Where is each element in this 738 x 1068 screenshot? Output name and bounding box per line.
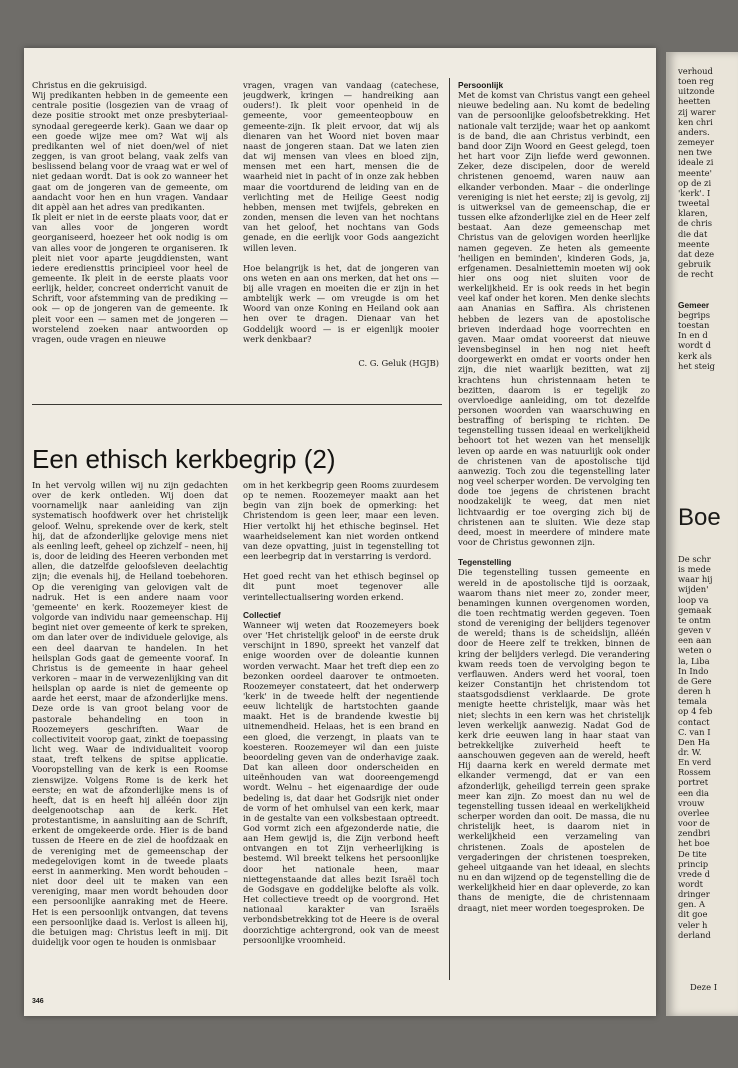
next-page-line: la, Liba bbox=[678, 655, 710, 666]
next-page-line: waar hij bbox=[678, 574, 713, 585]
next-page-line: En verd bbox=[678, 757, 712, 768]
next-page-line: zij warer bbox=[678, 106, 716, 117]
next-page-line: overlee bbox=[678, 807, 710, 818]
next-page-line: die dat bbox=[678, 228, 708, 239]
next-page-line: een aan bbox=[678, 635, 712, 646]
magazine-page bbox=[24, 48, 656, 1016]
next-page-line: In Indo bbox=[678, 665, 709, 676]
top-article-paragraph: vragen, vragen van vandaag (catechese, jeugdwerk, kringen — handreiking aan ouders!). Ik pleit voor openheid in de gemeente, voor gemeenteopbouw en gemeente-zijn. Ik pleit ervoor, dat wij als dienaren van het Woord niet boven maar naast de jongeren staan. Dat we laten zien dat wij mensen van vlees en bloed zijn, mensen met een hart, mensen die de waarheid niet in pacht of in onze zak hebben maar die voortdurend de leiding van en de verlichting met de Heilige Geest nodig hebben, mensen met twijfels, gebreken en zonden, mensen die leven van het nochtans van het geloof, het nochtans van Gods genade, en die eerlijk voor Gods aangezicht willen leven. bbox=[243, 80, 439, 253]
next-page-line: wordt d bbox=[678, 340, 711, 351]
next-page-line: De schr bbox=[678, 554, 711, 564]
next-page-line: vrouw bbox=[678, 797, 705, 808]
next-page-line: derland bbox=[678, 929, 711, 940]
next-page-line: heetten bbox=[678, 96, 711, 107]
next-page-line: kerk als bbox=[678, 350, 712, 361]
next-page-text-mid bbox=[678, 310, 715, 371]
article-col-2 bbox=[243, 480, 439, 980]
section-heading-persoonlijk: Persoonlijk bbox=[458, 80, 504, 90]
next-page-line: Rossem bbox=[678, 767, 711, 778]
next-page-line: toestan bbox=[678, 320, 710, 331]
next-page-line: het steig bbox=[678, 360, 716, 371]
next-page-line: verhoud bbox=[678, 66, 713, 76]
next-page-line: toen reg bbox=[678, 76, 714, 87]
next-page-line: nen twe bbox=[678, 147, 712, 158]
next-page-line: veler h bbox=[678, 919, 708, 930]
next-page-line: geven v bbox=[678, 625, 711, 636]
article-paragraph: Het goed recht van het ethisch beginsel op dit punt moet tegenover alle verintellectualisering worden erkend. bbox=[243, 571, 439, 602]
next-page-heading: Gemeer bbox=[678, 300, 710, 310]
next-page-line: weten o bbox=[678, 645, 712, 656]
next-page-line: ken chri bbox=[678, 116, 713, 127]
next-page-line: klaren, bbox=[678, 208, 708, 219]
next-page-line: te ontm bbox=[678, 614, 711, 625]
next-page-line: C. van I bbox=[678, 726, 711, 737]
article-paragraph: Met de komst van Christus vangt een geheel nieuwe bedeling aan. Nu komt de bedeling van de persoonlijke geloofsbetrekking. Het nationale valt terzijde; waar het op aankomt is de band, die aan Christus verbindt, een band door Zijn Woord en Geest gelegd, toen het hart voor Zijn liefde werd gewonnen. Zeker, deze discipelen, door de wereld christenen genoemd, waren nauw aan elkander verbonden. Maar – die onderlinge vereniging is niet het eerste; zij is gevolg, zij is uitwerksel van de gemeenschap, die er tussen elke afzonderlijke ziel en de Heer zelf bestaat. Aan deze gemeenschap met Christus van de gelovigen worden heerlijke namen gegeven. Ze heten als gemeente 'heiligen en beminden', kinderen Gods, ja, erfgenamen. Desalniettemin moeten wij ook hier ons oog niet sluiten voor de werkelijkheid. Er is ook reeds in het begin veel kaf onder het koren. Men denke slechts aan Ananias en Saffira. Als christenen hebben de lezers van de apostolische brieven inderdaad hoge voorrechten en gaven. Maar omdat vooreerst dat nieuwe levensbeginsel in hen nog niet heeft doorgewerkt en omdat er voorts onder hen zijn, die niet waarlijk bezitten, wat zij krachtens hun christennaam heten te bezitten, daarom is er tegelijk zo overvloedige aanleiding, om tot dezelfde personen woorden van waarschuwing en bestraffing of berisping te richten. De tegenstelling tussen ideaal en werkelijkheid behoort tot het wezen van het menselijk leven op aarde en was natuurlijk ook onder de christenen van de apostolische tijd aanwezig. Toch zou die tegenstelling later nog veel scherper worden. De vervolging ten dode toe jegens de christenen bracht noodzakelijk te weeg, dat men niet lichtvaardig er toe overging zich bij de christenen aan te sluiten. Wie deze stap deed, moest in meerdere of mindere mate voor de Christus gewonnen zijn. bbox=[458, 90, 650, 548]
next-page-line: zendbri bbox=[678, 828, 711, 839]
next-page-line: loop va bbox=[678, 594, 709, 605]
next-page-line: De tite bbox=[678, 848, 707, 859]
next-page-line: dr. W. bbox=[678, 746, 702, 757]
top-article-col-1 bbox=[32, 80, 228, 396]
top-article-rule bbox=[32, 404, 442, 405]
next-page-line: anders. bbox=[678, 126, 710, 137]
next-page-line: princip bbox=[678, 858, 709, 869]
next-page-line: ideale zi bbox=[678, 157, 714, 168]
next-page-footer: Deze I bbox=[690, 982, 718, 992]
next-page-line: voor de bbox=[678, 818, 710, 829]
next-page-line: uitzonde bbox=[678, 86, 715, 97]
next-page-line: op 4 feb bbox=[678, 706, 713, 717]
top-article-col-2 bbox=[243, 80, 439, 396]
article-paragraph: In het vervolg willen wij nu zijn gedachten over de kerk ontleden. Wij doen dat voornamelijk naar aanleiding van zijn systematisch hoofdwerk over het christelijk geloof. Welnu, sprekende over de kerk, stelt hij, dat de afzonderlijke gelovige mens niet als eenling leeft, geheel op zichzelf – neen, hij is, door de leiding des Heeren verbonden met allen, die datzelfde geloofsleven deelachtig zijn; die evenals hij, de Heiland toebehoren. Op die vereniging van gelovigen valt de nadruk. Het is een andere naam voor 'gemeente' en kerk. Roozemeyer kiest de volgorde van individu naar gemeenschap. Hij begint niet over gemeente of kerk te spreken, om dan later over de individuele gelovige, als een deel daarvan te handelen. In het heilsplan Gods gaat de gemeente vooraf. In Christus is de gemeente in haar geheel verkoren – maar in de verwezenlijking van dit heilsplan op aarde is niet de gemeente op aarde het eerst, maar de afzonderlijke mens. Deze orde is van groot belang voor de pastorale behandeling en toon in Roozemeyers geschriften. Waar de collectiviteit voorop gaat, zinkt de toepassing licht weg. Waar de individualiteit voorop staat, treft telkens de spitse applicatie. Vooropstelling van de kerk is een Roomse zienswijze. Volgens Rome is de kerk het eerste; en wat de afzonderlijke mens is of heeft, dat is en heeft hij alléén door zijn deelgenootschap aan de kerk. Het protestantisme, in aansluiting aan de Schrift, erkent de omgekeerde orde. Hier is de band tussen de Heere en de ziel de hoofdzaak en de vereniging met de gemeenschap der medegelovigen komt in de tweede plaats eerst in aanmerking. Men wordt behouden – niet door deel uit te maken van een vereniging, maar men wordt behouden door een persoonlijke aanraking met de Heere. Het is een persoonlijk ontvangen, dat tevens een persoonlijke daad is. Verlost is alleen hij, die betuigen mag: Christus leeft in mij. Dit duidelijk voor ogen te houden is onmisbaar bbox=[32, 480, 228, 948]
next-page-text-bottom bbox=[678, 554, 713, 940]
article-paragraph: Die tegenstelling tussen gemeente en wereld in de apostolische tijd is oorzaak, waarom thans niet meer zo, zonder meer, benamingen kunnen overgenomen worden, die toen rechtmatig werden gegeven. Toen stond de vereniging der belijders tegenover de wereld; thans is de scheidslijn, alléén door de Heere zelf te trekken, binnen de kring der belijders verlegd. Die verandering kwam reeds toen de vervolging begon te verflauwen. Anders werd het vooral, toen keizer Constantijn het christendom tot staatsgodsdienst verklaarde. De grote menigte heette christelijk, maar wàs het niet; slechts in een kern was het christelijk leven werkelijk aanwezig. Nadat God de kerk drie eeuwen lang in haar staat van betrekkelijke zuiverheid heeft te aanschouwen gegeven aan de wereld, heeft Hij daarna kerk en wereld dermate met elkander vermengd, dat er van een afzonderlijk, geheiligd terrein geen sprake meer kan zijn. Zo moest dan nu wel de tegenstelling tussen ideaal en werkelijkheid scherper worden dan ooit. De massa, die nu christelijk heet, is daarom niet in werkelijkheid een verzameling van christenen. Zoals de apostelen de vergaderingen der christenen toespreken, geheel uitgaande van het ideaal, en slechts nu en dan wijzend op de tegenstelling die de werkelijkheid hier en daar opleverde, zo kan thans de menigte, die de christennaam draagt, niet meer worden toegesproken. De bbox=[458, 567, 650, 913]
next-page-line: contact bbox=[678, 716, 710, 727]
next-page-line: de recht bbox=[678, 269, 714, 280]
next-page-line: vrede d bbox=[678, 868, 711, 879]
next-page-title: Boe bbox=[678, 504, 721, 531]
article-title: Een ethisch kerkbegrip (2) bbox=[32, 444, 336, 474]
article-signature: C. G. Geluk (HGJB) bbox=[358, 357, 439, 368]
next-page-line: meente' bbox=[678, 167, 712, 178]
top-article-paragraph: Christus en die gekruisigd. Wij predikanten hebben in de gemeente een centrale positie (losgezien van de vraag of deze positie strookt met onze presbyteriaal-synodaal geregeerde kerk). Gaan we daar op een goede wijze mee om? Wat wij als predikanten wel of niet doen/wel of niet zeggen, is van groot belang, vaak zelfs van beslissend belang voor de vraag wat er wel of niet gedaan wordt. Dat is ook zo wanneer het gaat om de jongeren van de gemeente, om aandacht voor hen en hun vragen. Vandaar dit appèl aan het adres van predikanten. bbox=[32, 80, 228, 212]
article-col-1 bbox=[32, 480, 228, 980]
page-number: 346 bbox=[32, 998, 44, 1005]
next-page-line: dit goe bbox=[678, 909, 708, 920]
next-page-line: gemaak bbox=[678, 604, 712, 615]
next-page-line: is mede bbox=[678, 564, 711, 575]
next-page-line: deren h bbox=[678, 686, 711, 697]
next-page-line: tweetal bbox=[678, 198, 710, 209]
article-paragraph: om in het kerkbegrip geen Rooms zuurdesem op te nemen. Roozemeyer maakt aan het begin van zijn boek de opmerking: het Christendom is geen leer, maar een leven. Hier vertolkt hij het ethische beginsel. Het waarheidselement kan niet worden ontkend van deze opvatting, juist in tegenstelling tot een leerbegrip dat in verstarring is verdord. bbox=[243, 480, 439, 562]
next-page-line: gen. A bbox=[678, 899, 706, 910]
next-page-line: gebruik bbox=[678, 258, 711, 269]
next-page-line: dringer bbox=[678, 889, 710, 900]
next-page-line: wijden' bbox=[678, 584, 709, 595]
next-page-fragment bbox=[666, 52, 738, 1016]
next-page-line: zemeyer bbox=[678, 137, 714, 148]
article-paragraph: Wanneer wij weten dat Roozemeyers boek over 'Het christelijk geloof' in de eerste druk verschijnt in 1890, spreekt het vanzelf dat enige woorden over de doleantie kunnen worden verwacht. Maar het treft diep een zo bezonken oordeel daarover te ontmoeten. Roozemeyer constateert, dat het onderwerp 'kerk' in de tweede helft der negentiende eeuw lichtelijk de hartstochten gaande maakt. Het is de brandende kwestie bij uitnemendheid. Helaas, het is een brand en een gloed, die verzengt, in plaats van te koesteren. Roozemeyer wil dan een juiste beoordeling geven van de onderhavige zaak. Dat kan alleen door onderscheiden en uiteënhouden van wat dooreengemengd wordt. Welnu – het eigenaardige der oude bedeling is, dat daar het Godsrijk niet onder de vorm of het omhulsel van een kerk, maar in de gestalte van een volksbestaan optreedt. God vormt zich een afgezonderde natie, die aan Hem gewijd is, die Zijn verbond heeft ontvangen en tot Zijn verheerlijking is bestemd. Wil breekt telkens het persoonlijke door het nationale heen, maar niettegenstaande dat alles bezit Israël toch de Godsgave en goddelijke belofte als volk. Het collectieve treedt op de voorgrond. Het nationaal karakter van Israëls verbondsbetrekking tot de Heere is de overal doorzichtige achtergrond, ook van de meest persoonlijke vroomheid. bbox=[243, 619, 439, 945]
section-heading-collectief: Collectief bbox=[243, 609, 281, 620]
next-page-text-top bbox=[678, 66, 715, 279]
next-page-line: In en d bbox=[678, 330, 708, 341]
next-page-line: temala bbox=[678, 696, 707, 707]
next-page-line: de Gere bbox=[678, 675, 712, 686]
next-page-line: portret bbox=[678, 777, 709, 788]
next-page-line: op de zi bbox=[678, 177, 712, 188]
next-page-line: wordt bbox=[678, 879, 703, 889]
top-article-paragraph: Ik pleit er niet in de eerste plaats voor, dat er van alles voor de jongeren wordt georganiseerd, hoezeer het ook nodig is om van alles voor de jongeren te organiseren. Ik pleit niet voor aparte jeugddiensten, want iedere erediensttis principieel voor heel de gemeente. Ik pleit in de eerste plaats voor eerlijk, helder, concreet onderricht vanuit de Schrift, voor afstemming van de prediking — ook — op de jongeren van de gemeente. Ik pleit voor een — samen met de jongeren — worstelend zoeken naar antwoorden op vragen, oude vragen en nieuwe bbox=[32, 212, 228, 344]
next-page-line: meente bbox=[678, 238, 710, 249]
next-page-line: een dia bbox=[678, 787, 710, 798]
column-rule bbox=[449, 78, 450, 980]
article-col-3 bbox=[458, 80, 650, 980]
next-page-line: begrips bbox=[678, 310, 711, 320]
next-page-line: Den Ha bbox=[678, 736, 711, 747]
next-page-line: het boe bbox=[678, 838, 710, 849]
section-heading-tegenstelling: Tegenstelling bbox=[458, 557, 512, 568]
next-page-line: dat deze bbox=[678, 248, 715, 259]
next-page-line: de chris bbox=[678, 218, 713, 229]
top-article-paragraph: Hoe belangrijk is het, dat de jongeren van ons weten en aan ons merken, dat het ons — bij alle vragen en moeiten die er zijn in het ambtelijk werk — om vreugde is om het Woord van onze Koning en Heiland ook aan hen over te dragen. Dienaar van het Goddelijk woord — is er eigenlijk mooier werk denkbaar? bbox=[243, 262, 439, 344]
next-page-line: 'kerk'. I bbox=[678, 187, 711, 198]
